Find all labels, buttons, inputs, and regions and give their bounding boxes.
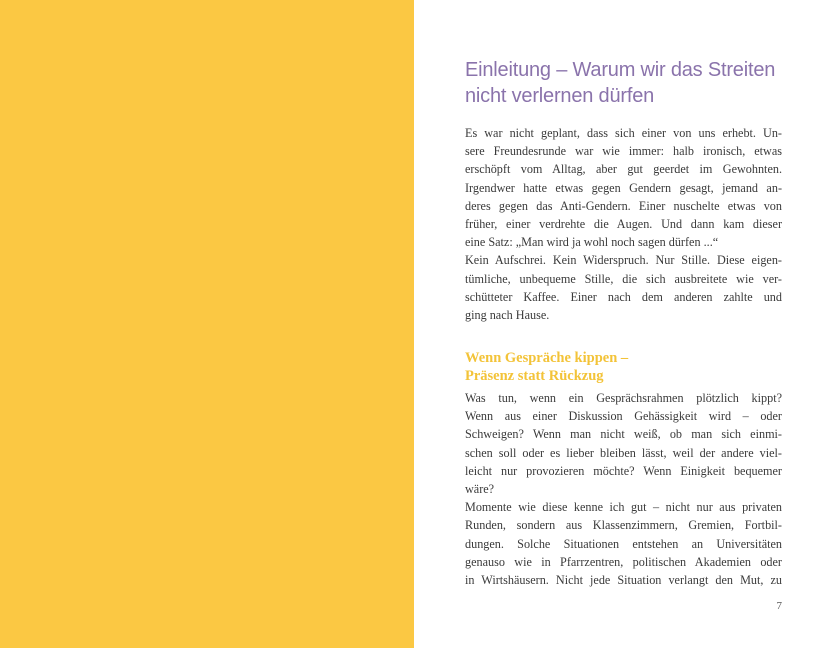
text-line: erschöpft vom Alltag, aber gut geerdet im Gewohnten. <box>465 162 782 177</box>
chapter-title <box>465 57 785 109</box>
text-line: Schweigen? Wenn man nicht weiß, ob man sich einmi- <box>465 427 782 442</box>
section-title-line: Wenn Gespräche kippen – <box>465 350 629 366</box>
text-line: Runden, sondern aus Klassenzimmern, Gremien, Fortbil- <box>465 518 782 533</box>
text-line: in Wirtshäusern. Nicht jede Situation verlangt den Mut, zu <box>465 572 782 587</box>
text-line: Was tun, wenn ein Gesprächsrahmen plötzlich kippt? <box>465 391 782 405</box>
text-line: tümliche, unbequeme Stille, die sich ausbreitete wie ver- <box>465 271 782 286</box>
text-line: eine Satz: „Man wird ja wohl noch sagen dürfen ...“ <box>465 235 719 250</box>
text-line: Es war nicht geplant, dass sich einer von uns erhebt. Un- <box>465 126 782 140</box>
text-line: Kein Aufschrei. Kein Widerspruch. Nur Stille. Diese eigen- <box>465 253 782 268</box>
text-line: früher, einer verdrehte die Augen. Und dann kam dieser <box>465 216 782 231</box>
text-line: genauso wie in Pfarrzentren, politischen Akademien oder <box>465 554 782 569</box>
text-line: deres gegen das Anti-Gendern. Einer nuschelte etwas von <box>465 198 782 213</box>
text-line: Irgendwer hatte etwas gegen Gendern gesagt, jemand an- <box>465 180 782 195</box>
section-title <box>465 349 785 385</box>
text-line: leicht nur provozieren möchte? Wenn Einigkeit bequemer <box>465 463 782 478</box>
section-title-line: Präsenz statt Rückzug <box>465 368 604 384</box>
chapter-title-line: Einleitung – Warum wir das Streiten <box>465 59 776 81</box>
section-paragraph <box>465 389 782 589</box>
text-line: wäre? <box>465 481 495 496</box>
intro-paragraph <box>465 124 782 324</box>
page-number: 7 <box>776 600 782 612</box>
text-line: Wenn aus einer Diskussion Gehässigkeit wird – oder <box>465 409 782 424</box>
text-line: schen soll oder es lieber bleiben lässt, weil der andere viel- <box>465 445 782 460</box>
text-line: schütteter Kaffee. Einer nach dem anderen zahlte und <box>465 289 782 304</box>
text-line: dungen. Solche Situationen entstehen an Universitäten <box>465 536 782 551</box>
text-line: sere Freundesrunde war wie immer: halb ironisch, etwas <box>465 144 782 159</box>
text-line: Momente wie diese kenne ich gut – nicht nur aus privaten <box>465 500 782 515</box>
chapter-title-line: nicht verlernen dürfen <box>465 85 655 107</box>
text-line: ging nach Hause. <box>465 307 550 322</box>
book-page <box>414 0 828 648</box>
